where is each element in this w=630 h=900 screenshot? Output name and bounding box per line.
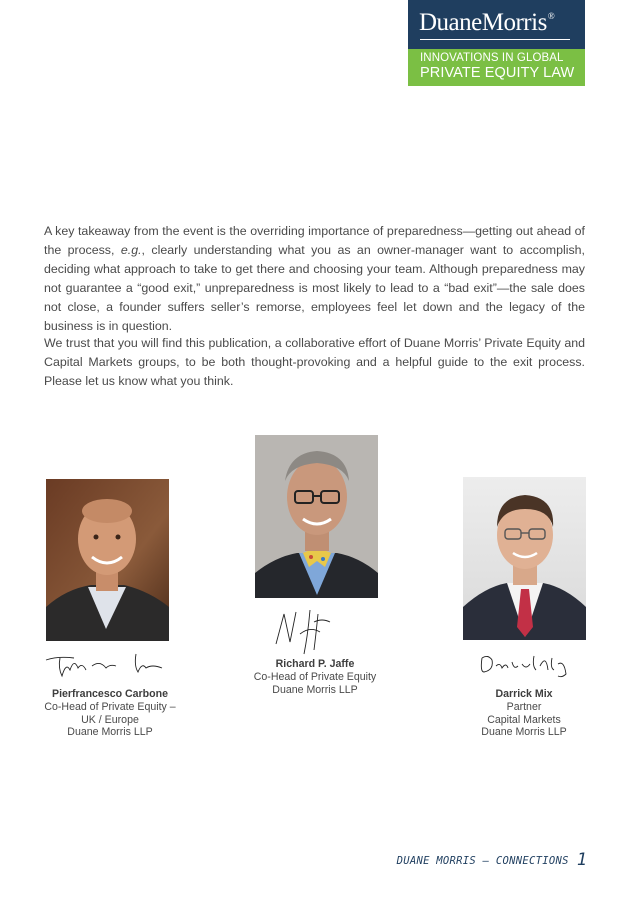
- person-firm: Duane Morris LLP: [481, 726, 567, 739]
- caption-carbone: [30, 688, 190, 739]
- logo-tagline-panel: [408, 49, 585, 86]
- footer-text: DUANE MORRIS — CONNECTIONS: [396, 855, 569, 867]
- caption-mix: [448, 688, 600, 739]
- paragraph-publication: We trust that you will find this publication, a collaborative effort of Duane Morris’ Private Equity and Capital Markets groups, to be both thought-provoking and a helpful guide to the exit process. Please let us know what you think.: [44, 336, 585, 389]
- logo-tagline-line2: PRIVATE EQUITY LAW: [420, 65, 575, 81]
- duane-morris-logo: [408, 0, 585, 86]
- page-number: 1: [576, 850, 587, 870]
- caption-jaffe: [235, 658, 395, 696]
- logo-underline: [420, 39, 570, 40]
- person-name: Pierfrancesco Carbone: [52, 688, 168, 700]
- person-title-line2: UK / Europe: [81, 713, 139, 726]
- person-title-line1: Co-Head of Private Equity: [253, 670, 377, 683]
- portrait-richard-jaffe: [255, 435, 378, 598]
- signature-carbone: [44, 648, 169, 680]
- person-name: Darrick Mix: [495, 688, 553, 700]
- person-title-line1: Co-Head of Private Equity –: [44, 700, 176, 713]
- person-title-line2: Capital Markets: [487, 713, 561, 726]
- signature-jaffe: [270, 604, 350, 656]
- logo-brand-name: DuaneMorris®: [419, 9, 555, 36]
- person-title-line1: Partner: [506, 700, 542, 713]
- person-firm: Duane Morris LLP: [272, 683, 358, 696]
- logo-brand-panel: [408, 0, 585, 49]
- logo-tagline-line1: INNOVATIONS IN GLOBAL: [420, 52, 564, 64]
- person-name: Richard P. Jaffe: [275, 658, 355, 670]
- portrait-pierfrancesco-carbone: [46, 479, 169, 641]
- signature-mix: [478, 650, 573, 680]
- emphasis-eg: e.g.: [120, 243, 142, 258]
- paragraph-preparedness: A key takeaway from the event is the overriding importance of preparedness—getting out ahead of the process, e.g., clearly understanding what you as an owner-manager want to accomplish, deciding what approach to take to get there and choosing your team. Although preparedness may not guarantee a “good exit,” unpreparedness is most likely to lead to a “bad exit”—the sale does not close, a founder suffers seller’s remorse, employees feel let down and the legacy of the business is in question.: [44, 224, 585, 334]
- person-firm: Duane Morris LLP: [67, 726, 153, 739]
- page-footer: [397, 849, 587, 869]
- portrait-darrick-mix: [463, 477, 586, 640]
- registered-mark: ®: [547, 11, 555, 21]
